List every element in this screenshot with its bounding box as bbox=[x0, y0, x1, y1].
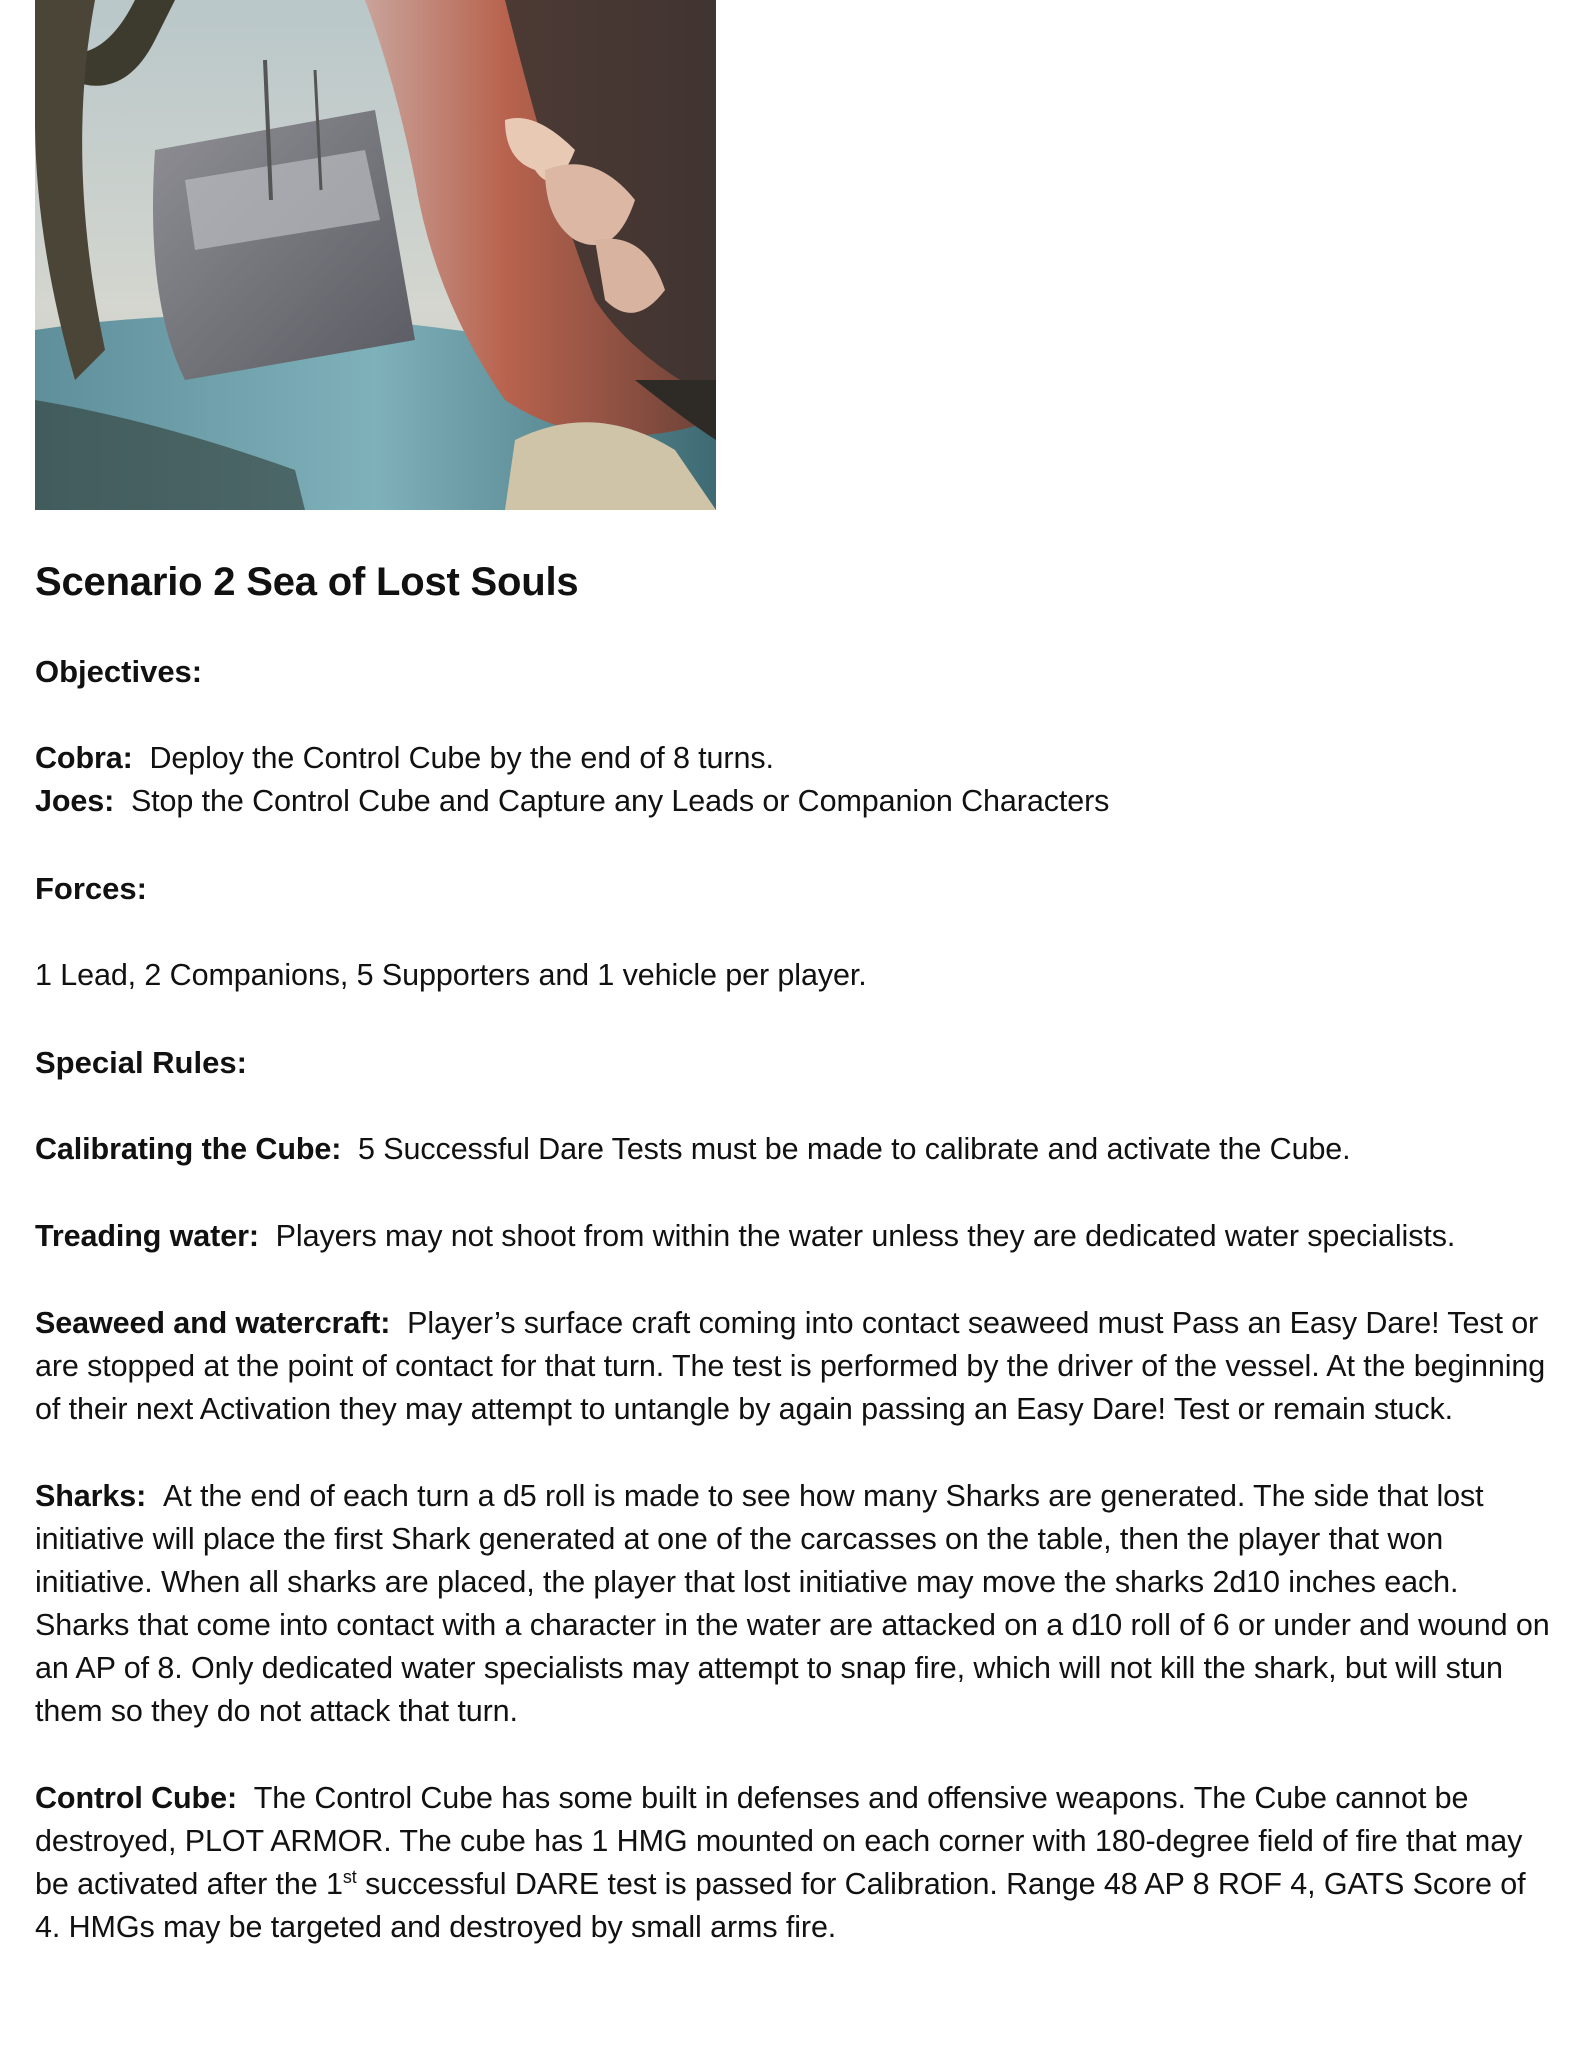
rule-sharks-label: Sharks: bbox=[35, 1479, 147, 1513]
special-rules-heading: Special Rules: bbox=[35, 1045, 247, 1080]
scenario-document bbox=[35, 558, 1555, 1949]
cobra-label: Cobra: bbox=[35, 741, 133, 775]
forces-text: 1 Lead, 2 Companions, 5 Supporters and 1 vehicle per player. bbox=[35, 958, 867, 992]
rule-treading-label: Treading water: bbox=[35, 1219, 259, 1253]
joes-text: Stop the Control Cube and Capture any Leads or Companion Characters bbox=[130, 784, 1110, 818]
rule-control-cube-label: Control Cube: bbox=[35, 1781, 237, 1815]
rule-sharks-text: At the end of each turn a d5 roll is made to see how many Sharks are generated. The side that lost initiative will place the first Shark generated at one of the carcasses on the table, then the player that won initiative. When all sharks are placed, the player that lost initiative may move the sharks 2d10 inches each. Sharks that come into contact with a character in the water are attacked on a d10 roll of 6 or under and wound on an AP of 8. Only dedicated water specialists may attempt to snap fire, which will not kill the shark, but will stun them so they do not attack that turn. bbox=[35, 1479, 1550, 1728]
joes-label: Joes: bbox=[35, 784, 115, 818]
rule-seaweed-text: Player’s surface craft coming into contact seaweed must Pass an Easy Dare! Test or are stopped at the point of contact for that turn. The test is performed by the driver of the vessel. At the beginning of their next Activation they may attempt to untangle by again passing an Easy Dare! Test or remain stuck. bbox=[35, 1306, 1546, 1426]
scenario-illustration bbox=[35, 0, 716, 510]
ordinal-suffix: st bbox=[342, 1866, 357, 1887]
objectives-heading: Objectives: bbox=[35, 654, 203, 689]
rule-calibrating bbox=[35, 1128, 1555, 1171]
cobra-objective bbox=[35, 737, 1555, 780]
rule-control-cube-text-before: The Control Cube has some built in defenses and offensive weapons. The Cube cannot be destroyed, PLOT ARMOR. The cube has 1 HMG mounted on each corner with 180-degree field of fire that may be activated after the 1 bbox=[35, 1781, 1523, 1901]
rule-calibrating-text: 5 Successful Dare Tests must be made to calibrate and activate the Cube. bbox=[358, 1132, 1351, 1166]
rule-control-cube-text-after: successful DARE test is passed for Calibration. Range 48 AP 8 ROF 4, GATS Score of 4. HMGs may be targeted and destroyed by small arms fire. bbox=[35, 1867, 1526, 1944]
rule-treading bbox=[35, 1215, 1555, 1258]
cobra-text: Deploy the Control Cube by the end of 8 turns. bbox=[149, 741, 774, 775]
rule-seaweed-label: Seaweed and watercraft: bbox=[35, 1306, 391, 1340]
joes-objective bbox=[35, 780, 1555, 823]
rule-sharks bbox=[35, 1475, 1555, 1733]
scenario-title: Scenario 2 Sea of Lost Souls bbox=[35, 560, 579, 604]
rule-calibrating-label: Calibrating the Cube: bbox=[35, 1132, 342, 1166]
forces-heading: Forces: bbox=[35, 871, 147, 906]
rule-control-cube bbox=[35, 1777, 1555, 1949]
rule-treading-text: Players may not shoot from within the water unless they are dedicated water specialists. bbox=[275, 1219, 1456, 1253]
shipwreck-painting bbox=[35, 0, 716, 510]
rule-seaweed bbox=[35, 1302, 1555, 1431]
